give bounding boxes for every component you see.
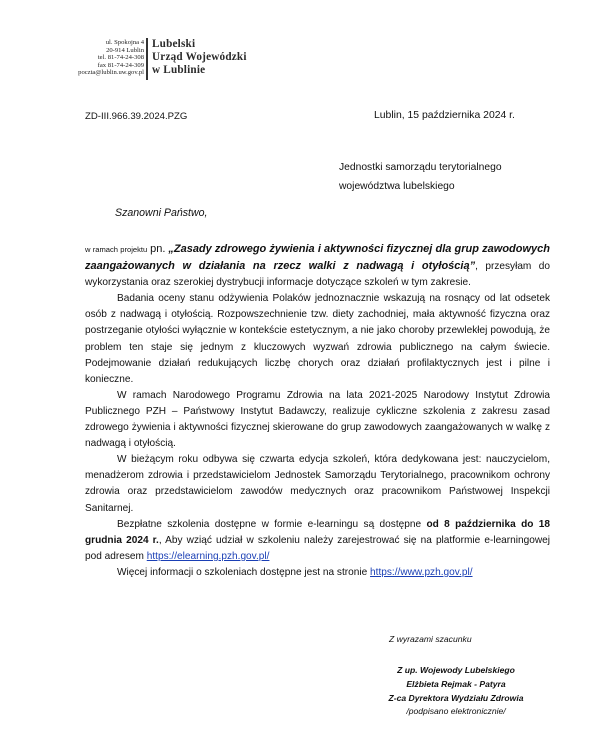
elearning-link[interactable]: https://elearning.pzh.gov.pl/ xyxy=(146,550,270,562)
signature-note: /podpisano elektronicznie/ xyxy=(406,706,506,717)
signature-name: Elżbieta Rejmak - Patyra xyxy=(406,678,506,689)
address-line: ul. Spokojna 4 xyxy=(105,39,144,46)
recipient-line: Jednostki samorządu terytorialnego xyxy=(339,162,502,173)
address-line: fax 81-74-24-309 xyxy=(97,61,144,69)
paragraph-elearning xyxy=(85,517,550,565)
paragraph-program: W ramach Narodowego Programu Zdrowia na lata 2021-2025 Narodowy Instytut Zdrowia Publicznego PZH – Państwowy Instytut Badawczy, realizuje cykliczne szkolenia z zakresu zasad zdrowego żywienia i aktywności fizycznej skierowane do grup zawodowych zaangażowanych w walkę z nadwagą i otyłością. xyxy=(85,389,550,450)
reference-number: ZD-III.966.39.2024.PZG xyxy=(85,111,188,122)
office-name-line: w Lublinie xyxy=(152,64,206,76)
pzh-website-link[interactable]: https://www.pzh.gov.pl/ xyxy=(370,566,473,578)
paragraph-intro xyxy=(85,241,550,291)
signature-title: Z-ca Dyrektora Wydziału Zdrowia xyxy=(388,692,524,703)
elearning-register: , Aby wziąć udział w szkoleniu należy zarejestrować się na platformie e-learningowej pod adresem xyxy=(85,534,551,562)
project-title: „Zasady zdrowego żywienia i aktywności fizycznej dla grup zawodowych zaangażowanych w działania na rzecz walki z nadwagą i otyłością” xyxy=(85,243,550,273)
intro-tail: , przesyłam do wykorzystania oraz szerokiej dystrybucji informacje dotyczące szkoleń w tym zakresie. xyxy=(85,261,550,289)
elearning-dates: od 8 października do 18 grudnia 2024 r. xyxy=(85,518,550,546)
intro-lead: w ramach projektu xyxy=(85,245,148,254)
office-name-line: Lubelski xyxy=(152,38,196,50)
paragraph-edition: W bieżącym roku odbywa się czwarta edycja szkoleń, która dedykowana jest: nauczycielom, menadżerom zdrowia i przedstawicielom Jednostek Samorządu Terytorialnego, pracownikom ochrony zdrowia oraz przedstawicielom zawodów medycznych oraz pracownikom Państwowej Inspekcji Sanitarnej. xyxy=(85,454,550,514)
address-line: poczta@lublin.uw.gov.pl xyxy=(78,69,144,77)
address-line: tel. 81-74-24-308 xyxy=(97,54,144,62)
office-logo xyxy=(152,38,247,77)
recipient-block xyxy=(339,158,502,196)
signature-block xyxy=(366,664,546,719)
paragraph-more-info xyxy=(85,565,550,581)
letterhead-divider xyxy=(146,38,148,80)
closing-phrase: Z wyrazami szacunku xyxy=(389,634,472,644)
paragraph-research: Badania oceny stanu odżywienia Polaków jednoznacznie wskazują na rosnący od lat odsetek osób z nadwagą i otyłością. Rozpowszechnienie tzw. diety zachodniej, mała aktywność fizyczna oraz postrzeganie otyłości wyłącznie w kontekście estetycznym, a nie jako choroby przewlekłej powodują, że problem ten staje się jednym z kluczowych wyzwań zdrowia publicznego na całym świecie. Podejmowanie działań redukujących liczbę chorych oraz działań profilaktycznych jest i pilne i konieczne. xyxy=(85,293,550,385)
office-name-line: Urząd Wojewódzki xyxy=(152,51,247,63)
letter-body xyxy=(85,241,550,581)
elearning-text: Bezpłatne szkolenia dostępne w formie e-learningu są dostępne xyxy=(117,518,427,530)
office-address xyxy=(60,39,144,77)
intro-pn: pn. xyxy=(150,243,166,255)
letter-date: Lublin, 15 października 2024 r. xyxy=(374,110,515,121)
greeting: Szanowni Państwo, xyxy=(115,207,208,219)
address-line: 20-914 Lublin xyxy=(106,46,144,54)
signature-authority: Z up. Wojewody Lubelskiego xyxy=(397,665,515,675)
recipient-line: województwa lubelskiego xyxy=(339,181,455,192)
more-info-text: Więcej informacji o szkoleniach dostępne jest na stronie xyxy=(117,566,371,578)
